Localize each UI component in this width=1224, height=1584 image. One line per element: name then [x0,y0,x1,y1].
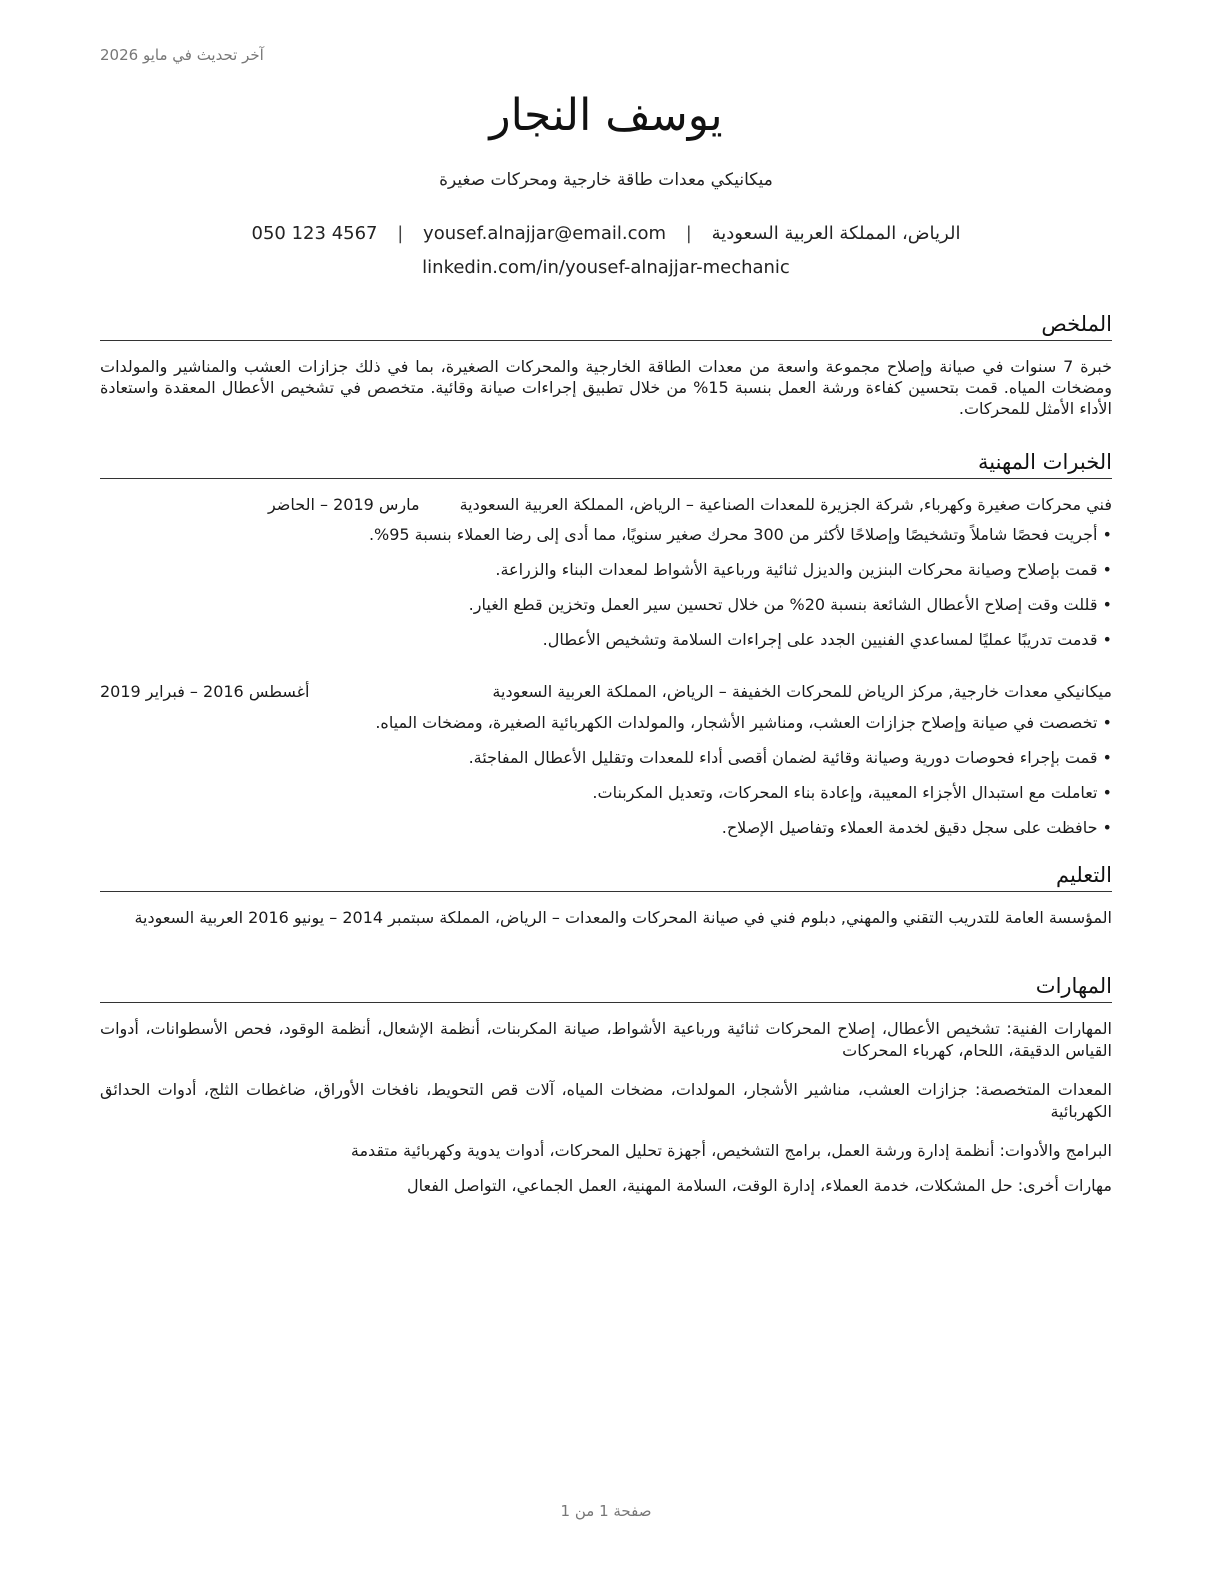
skills-heading: المهارات [100,973,1112,1003]
education-entry: المؤسسة العامة للتدريب التقني والمهني, دبلوم فني في صيانة المحركات والمعدات – الرياض، المملكة سبتمبر 2014 – يونيو 2016 العربية السعودية [134,908,1112,927]
skill-line: مهارات أخرى: حل المشكلات، خدمة العملاء، إدارة الوقت، السلامة المهنية، العمل الجماعي، التواصل الفعال [407,1176,1112,1195]
job-bullet: • قللت وقت إصلاح الأعطال الشائعة بنسبة 20% من خلال تحسين سير العمل وتخزين قطع الغيار. [100,594,1112,616]
skill-line: المعدات المتخصصة: جزازات العشب، مناشير الأشجار، المولدات، مضخات المياه، آلات قص التحويط، نافخات الأوراق، ضاغطات الثلج، أدوات الحدائق الكهربائية [100,1080,1112,1121]
contact-separator: | [397,223,404,244]
job-bullet: • أجريت فحصًا شاملاً وتشخيصًا وإصلاحًا لأكثر من 300 محرك صغير سنويًا، مما أدى إلى رضا العملاء بنسبة 95%. [100,524,1112,546]
candidate-name: يوسف النجار [489,90,723,141]
job-header [100,681,1112,703]
job-dates: أغسطس 2016 – فبراير 2019 [100,682,310,701]
candidate-title: ميكانيكي معدات طاقة خارجية ومحركات صغيرة [439,170,773,190]
job-bullet: • حافظت على سجل دقيق لخدمة العملاء وتفاصيل الإصلاح. [100,817,1112,839]
skill-line: البرامج والأدوات: أنظمة إدارة ورشة العمل، برامج التشخيص، أجهزة تحليل المحركات، أدوات يدوية وكهربائية متقدمة [350,1141,1112,1160]
email-link[interactable]: yousef.alnajjar@email.com [423,223,667,244]
job-bullet: • قدمت تدريبًا عمليًا لمساعدي الفنيين الجدد على إجراءات السلامة وتشخيص الأعطال. [100,629,1112,651]
job-bullet: • تخصصت في صيانة وإصلاح جزازات العشب، ومناشير الأشجار، والمولدات الكهربائية الصغيرة، ومضخات المياه. [100,712,1112,734]
job-bullets [100,524,1112,664]
job-bullets [100,712,1112,852]
job-dates: مارس 2019 – الحاضر [267,495,420,514]
linkedin-link[interactable]: linkedin.com/in/yousef-alnajjar-mechanic [422,257,790,278]
job-bullet: • قمت بإجراء فحوصات دورية وصيانة وقائية لضمان أقصى أداء للمعدات وتقليل الأعطال المفاجئة. [100,747,1112,769]
education-heading: التعليم [100,862,1112,892]
job-bullet: • قمت بإصلاح وصيانة محركات البنزين والديزل ثنائية ورباعية الأشواط لمعدات البناء والزراعة. [100,559,1112,581]
location-text: الرياض، المملكة العربية السعودية [711,223,961,244]
experience-heading: الخبرات المهنية [100,449,1112,479]
job-title-company: ميكانيكي معدات خارجية, مركز الرياض للمحركات الخفيفة – الرياض، المملكة العربية السعودية [492,682,1112,701]
job-header [100,494,1112,516]
last-updated-note: آخر تحديث في مايو 2026 [100,46,264,64]
contact-separator: | [685,223,692,244]
resume-page [100,0,1112,1584]
summary-heading: الملخص [100,311,1112,341]
contact-line [100,223,1112,244]
skill-line: المهارات الفنية: تشخيص الأعطال، إصلاح المحركات ثنائية ورباعية الأشواط، صيانة المكربنات، أنظمة الإشعال، أنظمة الوقود، فحص الأسطوانات، أدوات القياس الدقيقة، اللحام، كهرباء المحركات [100,1019,1112,1060]
summary-text: خبرة 7 سنوات في صيانة وإصلاح مجموعة واسعة من معدات الطاقة الخارجية والمحركات الصغيرة، بما في ذلك جزازات العشب والمناشير والمولدات ومضخات المياه. قمت بتحسين كفاءة ورشة العمل بنسبة 15% من خلال تطبيق إجراءات صيانة وقائية. متخصص في تشخيص الأعطال المعقدة واستعادة الأداء الأمثل للمحركات. [100,357,1113,418]
page-number: صفحة 1 من 1 [560,1502,652,1520]
job-bullet: • تعاملت مع استبدال الأجزاء المعيبة، وإعادة بناء المحركات، وتعديل المكربنات. [100,782,1112,804]
job-title-company: فني محركات صغيرة وكهرباء, شركة الجزيرة للمعدات الصناعية – الرياض، المملكة العربية السعودية [459,495,1112,514]
phone-text: 050 123 4567 [251,223,378,244]
